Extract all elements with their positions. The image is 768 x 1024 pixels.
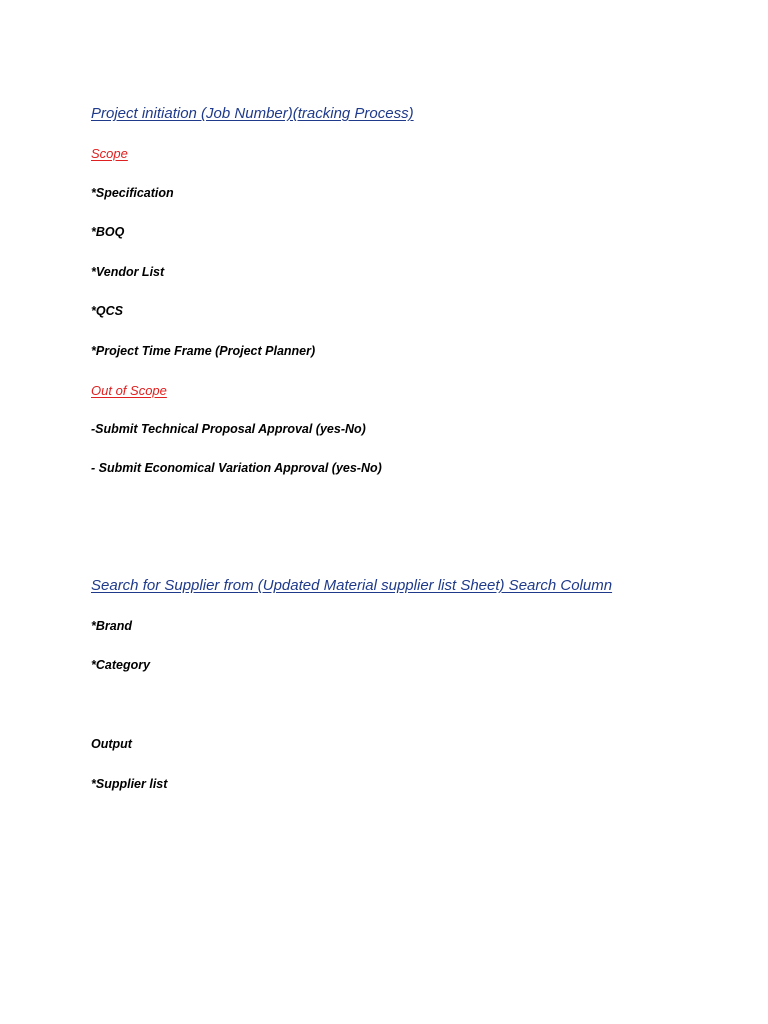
section-title-project-initiation: Project initiation (Job Number)(tracking Process) <box>91 105 414 122</box>
search-item-brand: *Brand <box>91 619 132 633</box>
scope-label: Scope <box>91 146 128 161</box>
out-of-scope-label: Out of Scope <box>91 383 167 398</box>
scope-item-project-time-frame: *Project Time Frame (Project Planner) <box>91 344 316 358</box>
scope-item-qcs: *QCS <box>91 304 123 318</box>
scope-item-boq: *BOQ <box>91 225 125 239</box>
out-of-scope-item-technical-proposal: -Submit Technical Proposal Approval (yes-No) <box>91 422 366 436</box>
scope-item-vendor-list: *Vendor List <box>91 265 165 279</box>
section-title-search-supplier: Search for Supplier from (Updated Material supplier list Sheet) Search Column <box>91 577 613 594</box>
scope-item-specification: *Specification <box>91 186 174 200</box>
output-label: Output <box>91 737 132 751</box>
out-of-scope-item-economical-variation: - Submit Economical Variation Approval (yes-No) <box>91 461 382 475</box>
output-item-supplier-list: *Supplier list <box>91 777 168 791</box>
search-item-category: *Category <box>91 658 151 672</box>
